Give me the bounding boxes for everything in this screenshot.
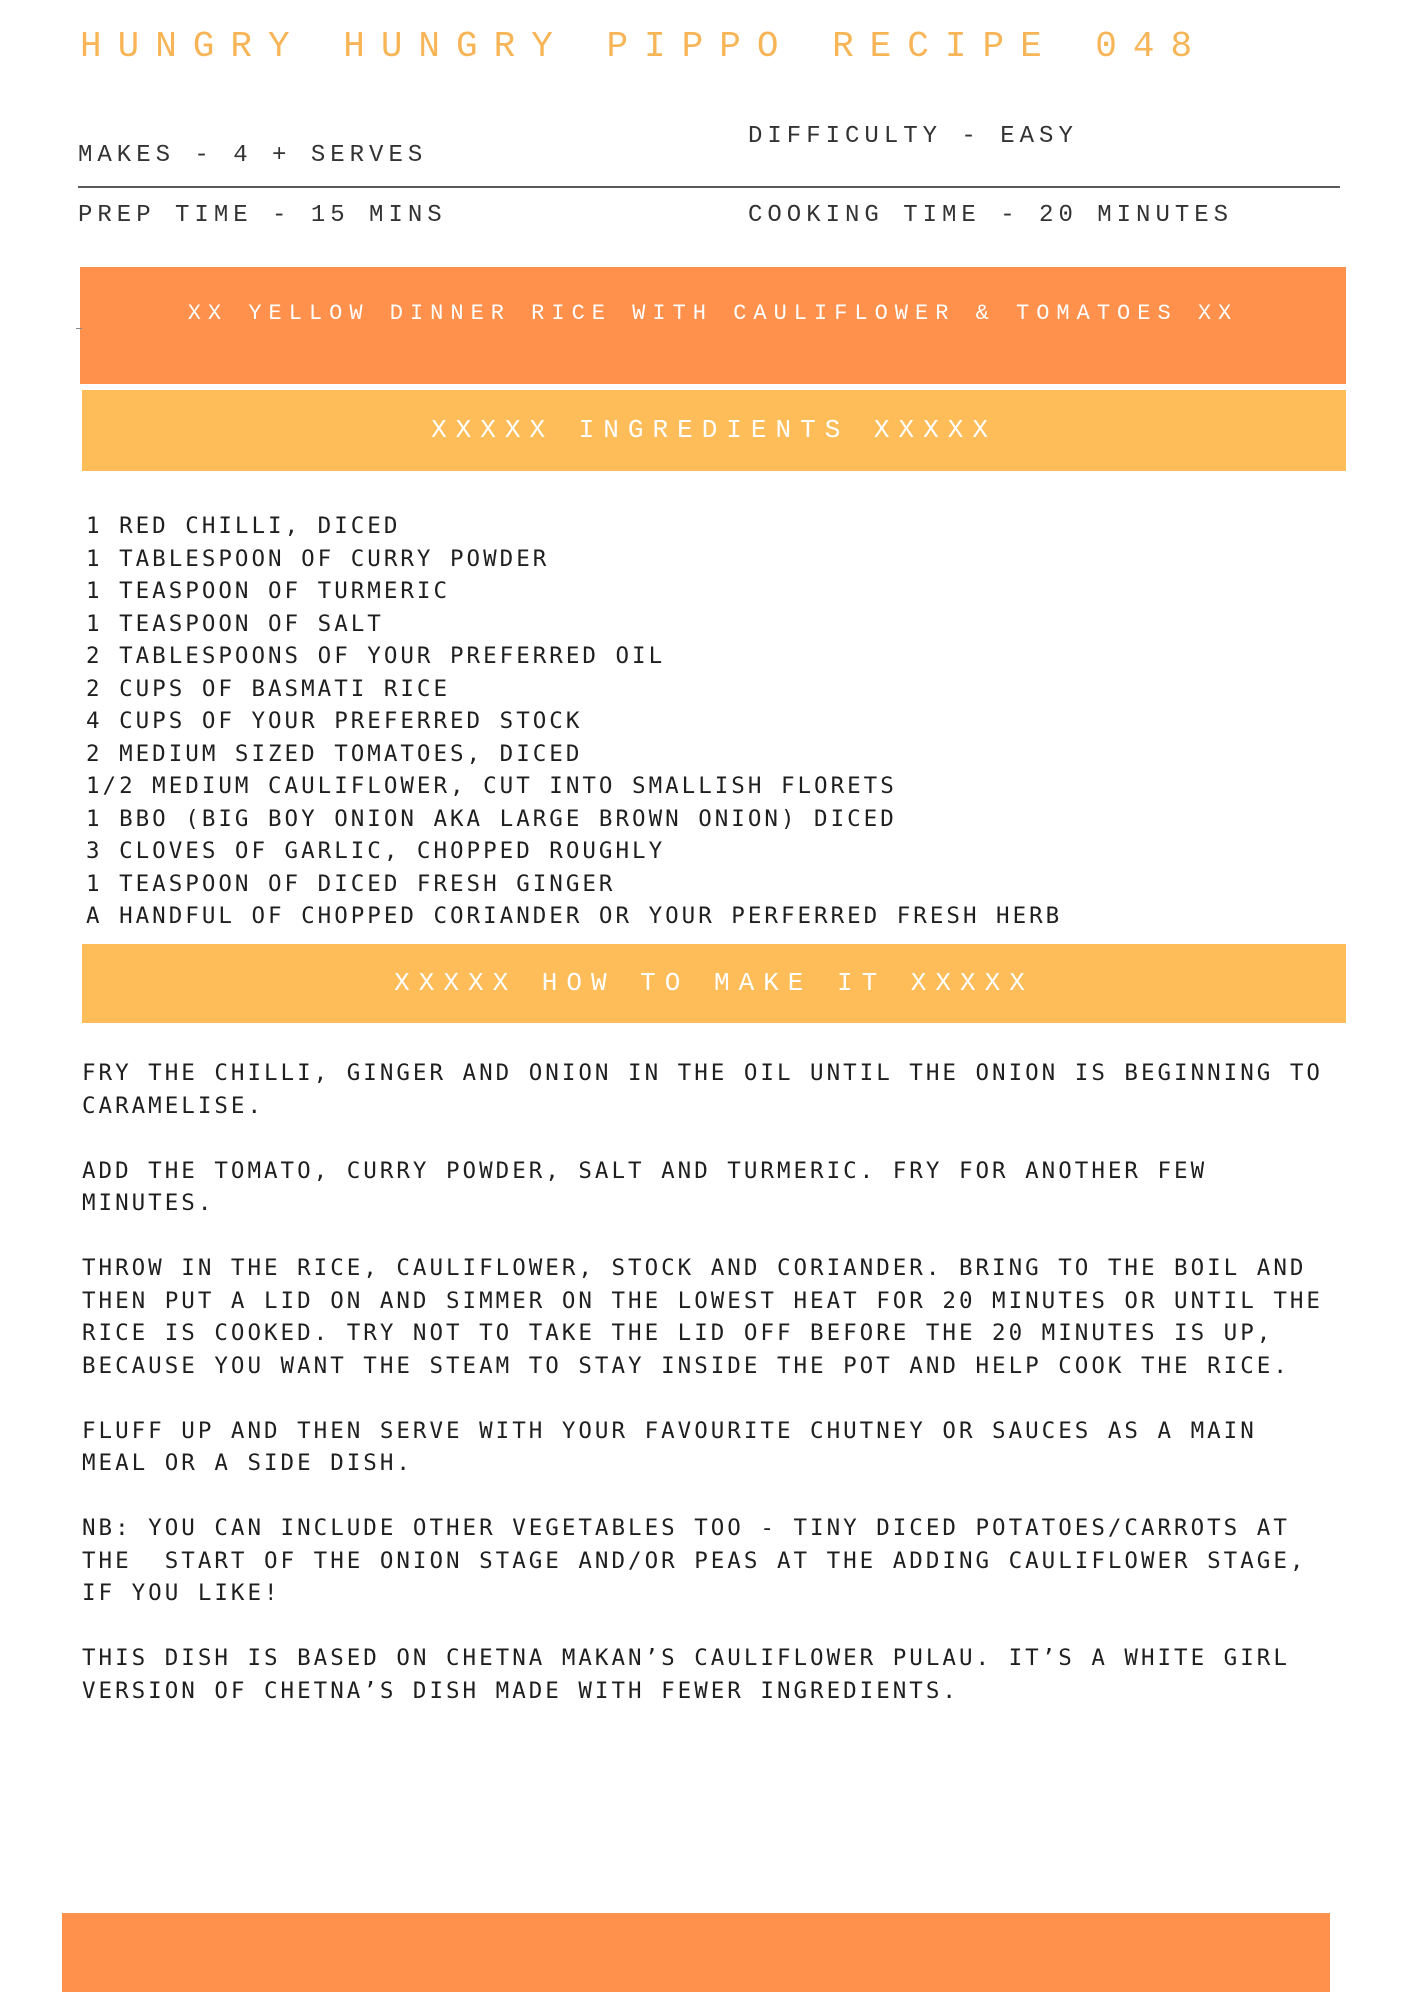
prep-time-label: PREP TIME - 15 MINS	[78, 202, 447, 229]
makes-label: MAKES - 4 + SERVES	[78, 142, 428, 169]
method-header-band	[82, 944, 1346, 1023]
method-step: ADD THE TOMATO, CURRY POWDER, SALT AND TURMERIC. FRY FOR ANOTHER FEW MINUTES.	[82, 1157, 1208, 1216]
ingredient-item: 1 TEASPOON OF TURMERIC	[86, 578, 451, 604]
ingredient-item: 2 CUPS OF BASMATI RICE	[86, 675, 451, 702]
ingredient-item: 1 BBO (BIG BOY ONION AKA LARGE BROWN ONION) DICED	[86, 805, 897, 832]
ingredients-header-band	[82, 390, 1346, 471]
ingredient-item: 1 TEASPOON OF DICED FRESH GINGER	[86, 870, 616, 897]
ingredient-item: 1 RED CHILLI, DICED	[86, 513, 401, 539]
divider-stub	[76, 328, 82, 329]
ingredient-item: 2 MEDIUM SIZED TOMATOES, DICED	[86, 740, 583, 767]
method-step: FLUFF UP AND THEN SERVE WITH YOUR FAVOURITE CHUTNEY OR SAUCES AS A MAIN MEAL OR A SIDE DISH.	[82, 1417, 1257, 1476]
method-steps	[82, 1057, 1372, 1740]
ingredient-item: 1 TABLESPOON OF CURRY POWDER	[86, 545, 550, 572]
ingredients-heading: XXXXX INGREDIENTS XXXXX	[431, 415, 997, 445]
ingredient-item: A HANDFUL OF CHOPPED CORIANDER OR YOUR PERFERRED FRESH HERB	[86, 903, 1063, 929]
recipe-title: XX YELLOW DINNER RICE WITH CAULIFLOWER & TOMATOES XX	[187, 301, 1239, 326]
page-title: HUNGRY HUNGRY PIPPO RECIPE 048	[80, 26, 1209, 67]
ingredient-item: 2 TABLESPOONS OF YOUR PREFERRED OIL	[86, 643, 666, 669]
method-step: FRY THE CHILLI, GINGER AND ONION IN THE OIL UNTIL THE ONION IS BEGINNING TO CARAMELISE.	[82, 1060, 1323, 1119]
method-heading: XXXXX HOW TO MAKE IT XXXXX	[394, 968, 1034, 998]
method-step: NB: YOU CAN INCLUDE OTHER VEGETABLES TOO - TINY DICED POTATOES/CARROTS AT THE START OF THE ONION STAGE AND/OR PEAS AT THE ADDING CAULIFLOWER STAGE, IF YOU LIKE!	[82, 1515, 1307, 1606]
ingredient-item: 3 CLOVES OF GARLIC, CHOPPED ROUGHLY	[86, 838, 666, 864]
recipe-title-banner	[80, 267, 1346, 384]
footer-band	[62, 1913, 1330, 1992]
method-step: THROW IN THE RICE, CAULIFLOWER, STOCK AND CORIANDER. BRING TO THE BOIL AND THEN PUT A LID ON AND SIMMER ON THE LOWEST HEAT FOR 20 MINUTES OR UNTIL THE RICE IS COOKED. TRY NOT TO TAKE THE LID OFF BEFORE THE 20 MINUTES IS UP, BECAUSE YOU WANT THE STEAM TO STAY INSIDE THE POT AND HELP COOK THE RICE.	[82, 1255, 1323, 1379]
ingredient-item: 1/2 MEDIUM CAULIFLOWER, CUT INTO SMALLISH FLORETS	[86, 773, 897, 799]
method-step: THIS DISH IS BASED ON CHETNA MAKAN’S CAULIFLOWER PULAU. IT’S A WHITE GIRL VERSION OF CHETNA’S DISH MADE WITH FEWER INGREDIENTS.	[82, 1645, 1290, 1704]
ingredient-item: 1 TEASPOON OF SALT	[86, 610, 384, 637]
cooking-time-label: COOKING TIME - 20 MINUTES	[748, 202, 1234, 229]
ingredient-item: 4 CUPS OF YOUR PREFERRED STOCK	[86, 708, 583, 734]
difficulty-label: DIFFICULTY - EASY	[748, 123, 1078, 150]
meta-divider	[78, 186, 1340, 188]
ingredients-list	[86, 510, 1062, 933]
